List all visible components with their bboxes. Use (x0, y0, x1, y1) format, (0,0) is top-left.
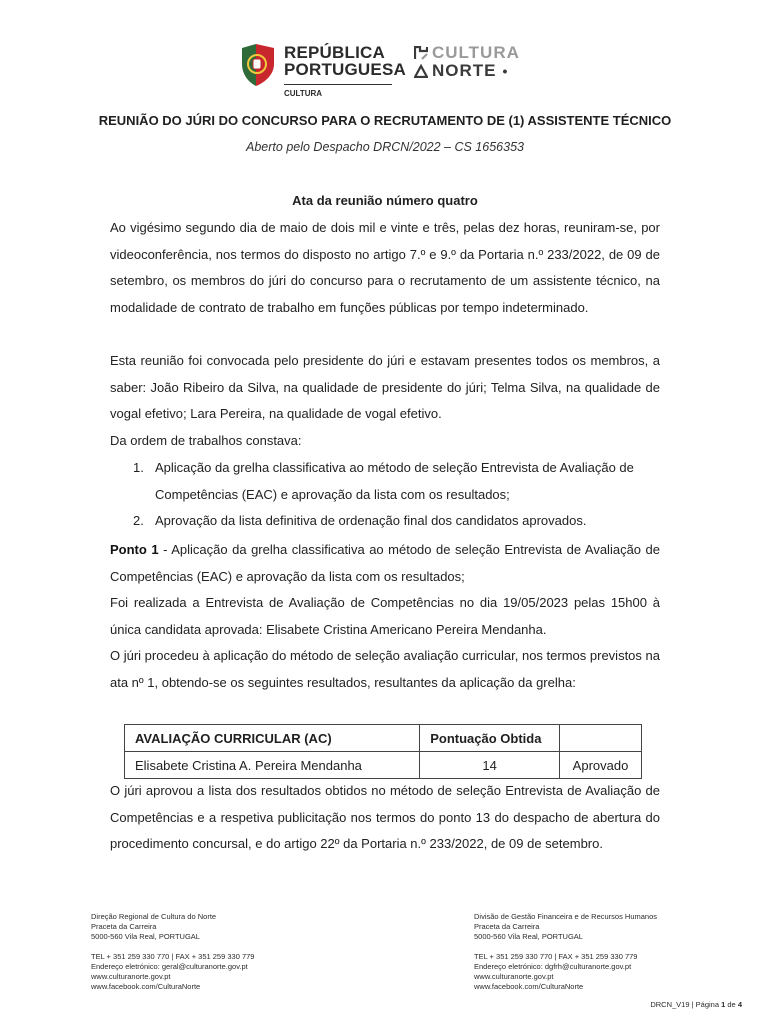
logo-dot-icon: • (502, 63, 509, 79)
footer-left-org: Direção Regional de Cultura do Norte (91, 912, 217, 921)
ponto1-text: - Aplicação da grelha classificativa ao método de seleção Entrevista de Avaliação de Competências (EAC) e aprovação da lista com os resultados; (110, 542, 660, 584)
table-row (125, 752, 642, 779)
footer-right-contact (474, 912, 657, 992)
paragraph-opening: Ao vigésimo segundo dia de maio de dois mil e vinte e três, pelas dez horas, reuniram-se, por videoconferência, nos termos do disposto no artigo 7.º e 9.º da Portaria n.º 233/2022, de 09 de setembro, os membros do júri do concurso para o recrutamento de um assistente técnico, na modalidade de contrato de trabalho em funções públicas por tempo indeterminado. (110, 220, 660, 315)
doc-code: DRCN_V19 (650, 1000, 690, 1009)
paragraph-agenda-intro: Da ordem de trabalhos constava: (110, 433, 302, 448)
document-title: REUNIÃO DO JÚRI DO CONCURSO PARA O RECRUTAMENTO DE (1) ASSISTENTE TÉCNICO (98, 113, 672, 128)
footer-right-website: www.culturanorte.gov.pt (474, 972, 554, 981)
footer-right-street: Praceta da Carreira (474, 922, 540, 931)
paragraph-interview: Foi realizada a Entrevista de Avaliação de Competências no dia 19/05/2023 pelas 15h00 à única candidata aprovada: Elisabete Cristina Americano Pereira Mendanha. (110, 595, 660, 637)
page-total: 4 (737, 1000, 742, 1009)
agenda-item-number: 2. (133, 513, 144, 528)
page-indicator: DRCN_V19 | Página 1 de 4 (650, 1000, 742, 1009)
footer-right-facebook: www.facebook.com/CulturaNorte (474, 982, 584, 991)
footer-left-email: Endereço eletrónico: geral@culturanorte.gov.pt (91, 962, 248, 971)
footer-right-city: 5000-560 Vila Real, PORTUGAL (474, 932, 583, 941)
minutes-heading: Ata da reunião número quatro (292, 193, 478, 208)
candidate-status: Aprovado (560, 752, 642, 779)
agenda-item-text: Aplicação da grelha classificativa ao método de seleção Entrevista de Avaliação de Competências (EAC) e aprovação da lista com os resultados; (155, 460, 634, 502)
republica-line2: PORTUGUESA (284, 60, 406, 79)
norte-mark-icon (414, 64, 428, 78)
page-of: de (727, 1000, 736, 1009)
table-header-status (560, 725, 642, 752)
footer-right-phone: TEL + 351 259 330 770 | FAX + 351 259 330 779 (474, 952, 638, 961)
norte-word: NORTE (432, 61, 497, 80)
page-current: 1 (721, 1000, 726, 1009)
paragraph-ponto1 (110, 537, 660, 590)
footer-left-city: 5000-560 Vila Real, PORTUGAL (91, 932, 200, 941)
footer-left-phone: TEL + 351 259 330 770 | FAX + 351 259 330 779 (91, 952, 255, 961)
republica-line1: REPÚBLICA (284, 43, 385, 62)
paragraph-evaluation: O júri procedeu à aplicação do método de seleção avaliação curricular, nos termos previstos na ata nº 1, obtendo-se os seguintes resultados, resultantes da aplicação da grelha: (110, 648, 660, 690)
agenda-item (133, 508, 661, 535)
results-table (124, 724, 642, 779)
cultura-norte-logo (414, 44, 520, 80)
cultura-norte-mark-icon (414, 46, 428, 60)
wordmark-divider (284, 84, 392, 85)
agenda-item-text: Aprovação da lista definitiva de ordenação final dos candidatos aprovados. (155, 513, 587, 528)
agenda-item-number: 1. (133, 460, 144, 475)
cultura-word: CULTURA (432, 43, 520, 62)
page-label: Página (695, 1000, 720, 1009)
footer-left-street: Praceta da Carreira (91, 922, 157, 931)
table-header-row (125, 725, 642, 752)
footer-left-contact (91, 912, 254, 992)
candidate-name: Elisabete Cristina A. Pereira Mendanha (125, 752, 420, 779)
candidate-score: 14 (420, 752, 560, 779)
header-logos (238, 42, 538, 102)
republica-sub-label: CULTURA (284, 89, 323, 98)
table-header-score: Pontuação Obtida (420, 725, 560, 752)
footer-right-org: Divisão de Gestão Financeira e de Recursos Humanos (474, 912, 658, 921)
republica-portuguesa-emblem-icon (238, 42, 278, 88)
footer-left-facebook: www.facebook.com/CulturaNorte (91, 982, 201, 991)
footer-left-website: www.culturanorte.gov.pt (91, 972, 171, 981)
document-subtitle: Aberto pelo Despacho DRCN/2022 – CS 1656353 (246, 140, 524, 154)
republica-portuguesa-wordmark (284, 44, 406, 78)
ponto1-label: Ponto 1 (110, 542, 159, 557)
paragraph-attendance: Esta reunião foi convocada pelo presidente do júri e estavam presentes todos os membros, a saber: João Ribeiro da Silva, na qualidade de presidente do júri; Telma Silva, na qualidade de vogal efetivo; Lara Pereira, na qualidade de vogal efetivo. (110, 353, 660, 422)
footer-right-email: Endereço eletrónico: dgfrh@culturanorte.gov.pt (474, 962, 632, 971)
table-header-evaluation: AVALIAÇÃO CURRICULAR (AC) (125, 725, 420, 752)
paragraph-approval: O júri aprovou a lista dos resultados obtidos no método de seleção Entrevista de Avaliação de Competências e a respetiva publicitação nos termos do ponto 13 do despacho de abertura do procedimento concursal, e do artigo 22º da Portaria n.º 233/2022, de 09 de setembro. (110, 783, 660, 852)
agenda-item (133, 455, 661, 508)
